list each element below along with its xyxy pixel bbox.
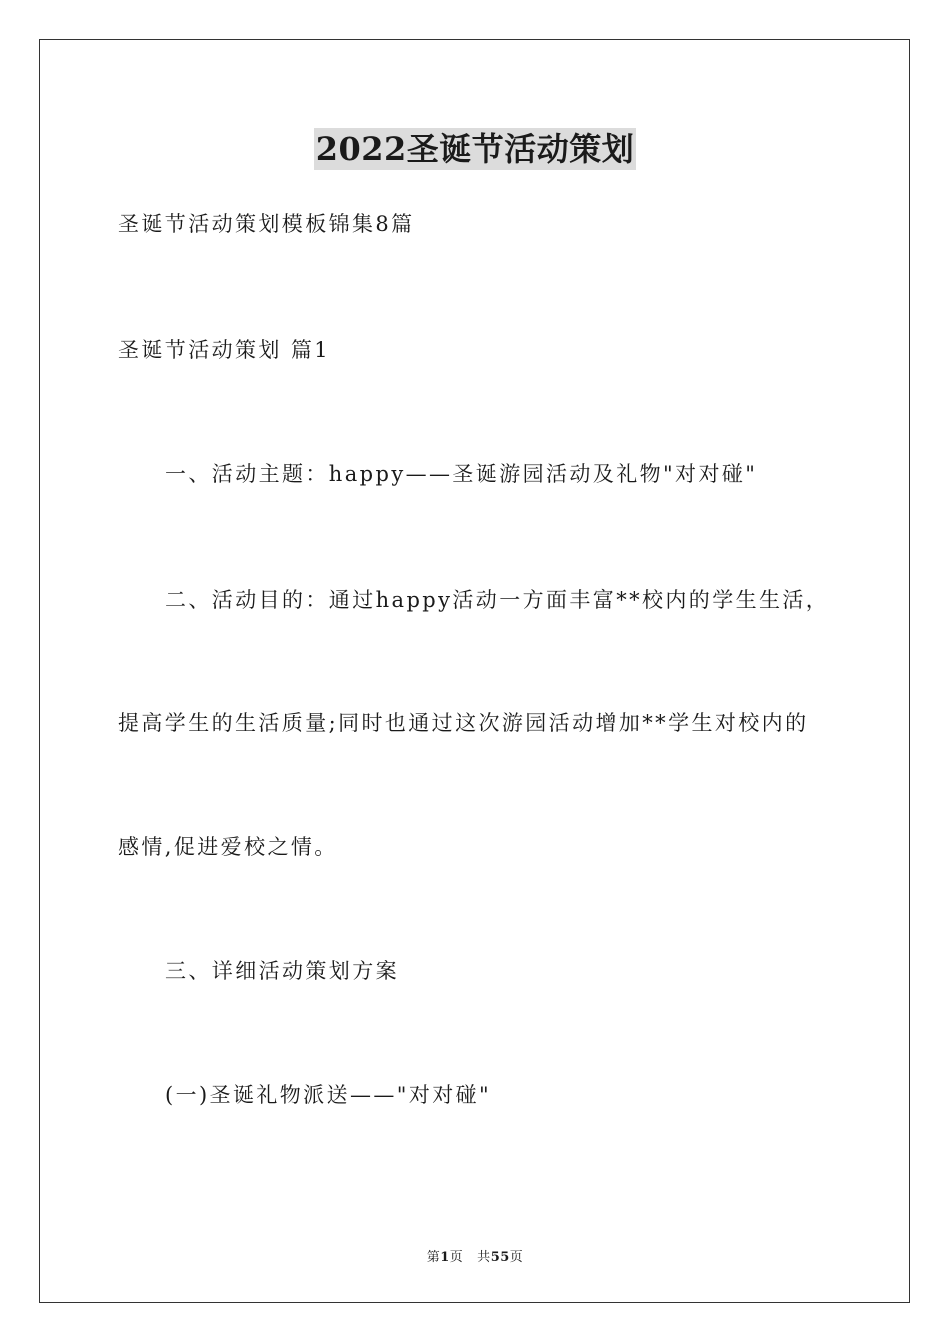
- paragraph-purpose-line-3: 感情,促进爱校之情。: [118, 835, 338, 859]
- paragraph-gift-heading: (一)圣诞礼物派送——"对对碰": [165, 1083, 492, 1107]
- paragraph-theme: 一、活动主题：happy——圣诞游园活动及礼物"对对碰": [165, 462, 758, 486]
- document-subtitle: 圣诞节活动策划模板锦集8篇: [118, 212, 415, 236]
- document-title: 2022圣诞节活动策划: [315, 130, 635, 168]
- footer-page-number: 1: [440, 1250, 450, 1265]
- title-container: [0, 128, 950, 170]
- page-footer: [0, 1249, 950, 1267]
- footer-page-suffix: 页: [449, 1250, 464, 1265]
- footer-page-prefix: 第: [426, 1250, 441, 1265]
- footer-total-suffix: 页: [509, 1250, 524, 1265]
- footer-total-pages: 55: [490, 1250, 510, 1265]
- section-heading: 圣诞节活动策划 篇1: [118, 338, 331, 362]
- footer-total-prefix: 共: [477, 1250, 491, 1265]
- paragraph-purpose-line-2: 提高学生的生活质量;同时也通过这次游园活动增加**学生对校内的: [118, 711, 809, 735]
- paragraph-purpose-line-1: 二、活动目的：通过happy活动一方面丰富**校内的学生生活，: [165, 588, 830, 612]
- paragraph-plan-heading: 三、详细活动策划方案: [165, 959, 399, 983]
